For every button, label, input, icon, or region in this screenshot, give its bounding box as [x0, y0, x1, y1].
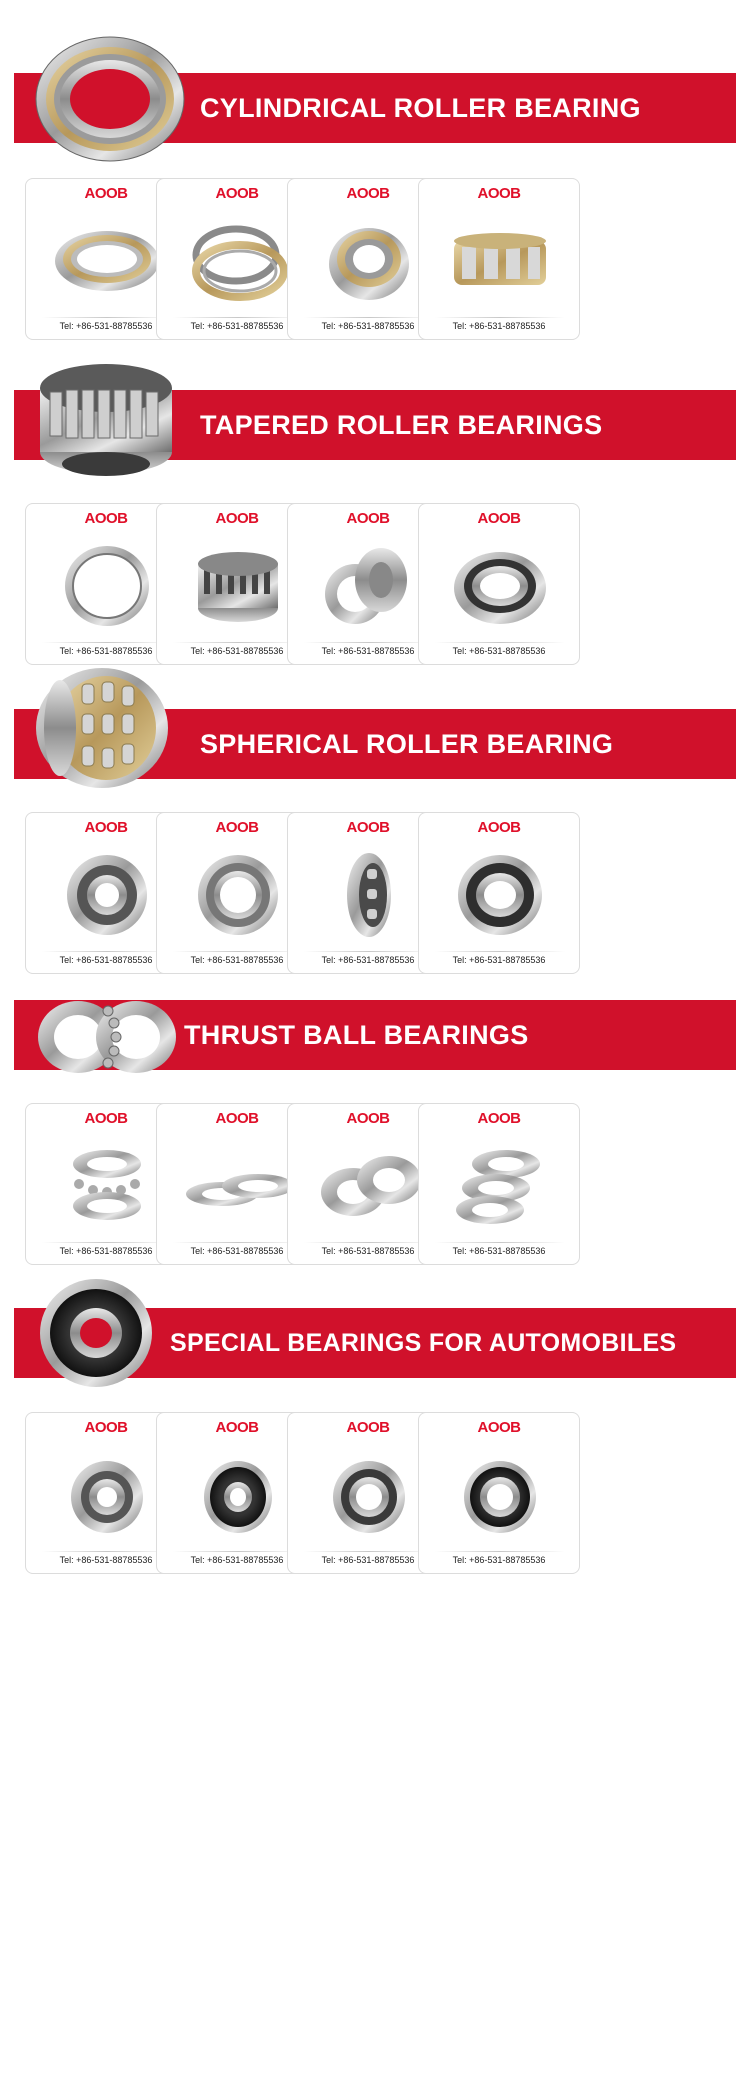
phone-number: Tel: +86-531-88785536 — [452, 1555, 546, 1565]
bearing-image — [440, 209, 560, 309]
brand-logo: AOOB — [215, 510, 259, 527]
divider — [173, 951, 303, 952]
phone-number: Tel: +86-531-88785536 — [321, 321, 415, 331]
divider — [42, 317, 172, 318]
bearing-image — [178, 843, 298, 943]
divider — [304, 1242, 434, 1243]
brand-logo: AOOB — [215, 1419, 259, 1436]
divider — [304, 317, 434, 318]
divider — [435, 951, 565, 952]
section-title: TAPERED ROLLER BEARINGS — [200, 410, 603, 440]
bearing-image — [47, 1443, 167, 1543]
phone-number: Tel: +86-531-88785536 — [452, 955, 546, 965]
divider — [304, 1551, 434, 1552]
product-card[interactable] — [418, 812, 580, 974]
divider — [173, 1551, 303, 1552]
bearing-image — [309, 209, 429, 309]
tapered-bearing-hero-image — [36, 352, 176, 480]
section-title: SPECIAL BEARINGS FOR AUTOMOBILES — [170, 1329, 677, 1357]
brand-logo: AOOB — [477, 1110, 521, 1127]
section-title: THRUST BALL BEARINGS — [184, 1020, 529, 1050]
product-card[interactable] — [418, 178, 580, 340]
divider — [435, 1242, 565, 1243]
brand-logo: AOOB — [215, 819, 259, 836]
bearing-image — [178, 1443, 298, 1543]
phone-number: Tel: +86-531-88785536 — [452, 1246, 546, 1256]
phone-number: Tel: +86-531-88785536 — [59, 646, 153, 656]
brand-logo: AOOB — [346, 1110, 390, 1127]
bearing-image — [440, 1443, 560, 1543]
product-card[interactable] — [418, 1412, 580, 1574]
divider — [435, 1551, 565, 1552]
brand-logo: AOOB — [84, 1419, 128, 1436]
brand-logo: AOOB — [346, 510, 390, 527]
brand-logo: AOOB — [84, 1110, 128, 1127]
brand-logo: AOOB — [84, 185, 128, 202]
phone-number: Tel: +86-531-88785536 — [190, 955, 284, 965]
bearing-image — [440, 534, 560, 634]
bearing-image — [47, 209, 167, 309]
divider — [42, 1242, 172, 1243]
automotive-bearing-hero-image — [36, 1275, 156, 1393]
brand-logo: AOOB — [346, 819, 390, 836]
bearing-image — [47, 1134, 167, 1234]
phone-number: Tel: +86-531-88785536 — [321, 646, 415, 656]
bearing-image — [178, 209, 298, 309]
phone-number: Tel: +86-531-88785536 — [321, 1246, 415, 1256]
brand-logo: AOOB — [477, 510, 521, 527]
brand-logo: AOOB — [477, 1419, 521, 1436]
brand-logo: AOOB — [477, 819, 521, 836]
divider — [42, 642, 172, 643]
section-title: SPHERICAL ROLLER BEARING — [200, 729, 614, 759]
brand-logo: AOOB — [346, 185, 390, 202]
phone-number: Tel: +86-531-88785536 — [59, 955, 153, 965]
divider — [304, 951, 434, 952]
bearing-image — [440, 843, 560, 943]
phone-number: Tel: +86-531-88785536 — [321, 1555, 415, 1565]
brand-logo: AOOB — [215, 185, 259, 202]
phone-number: Tel: +86-531-88785536 — [190, 646, 284, 656]
divider — [173, 317, 303, 318]
product-grid — [0, 503, 750, 667]
divider — [435, 317, 565, 318]
phone-number: Tel: +86-531-88785536 — [452, 646, 546, 656]
bearing-image — [309, 1443, 429, 1543]
brand-logo: AOOB — [215, 1110, 259, 1127]
phone-number: Tel: +86-531-88785536 — [59, 1555, 153, 1565]
product-grid — [0, 1103, 750, 1267]
section-title: CYLINDRICAL ROLLER BEARING — [200, 93, 641, 123]
spherical-bearing-hero-image — [30, 664, 175, 792]
divider — [42, 951, 172, 952]
bearing-image — [309, 534, 429, 634]
product-grid — [0, 812, 750, 976]
bearing-image — [309, 843, 429, 943]
bearing-image — [440, 1134, 560, 1234]
phone-number: Tel: +86-531-88785536 — [190, 321, 284, 331]
product-grid — [0, 1412, 750, 1576]
brand-logo: AOOB — [346, 1419, 390, 1436]
divider — [304, 642, 434, 643]
bearing-image — [47, 534, 167, 634]
bearing-image — [309, 1134, 429, 1234]
phone-number: Tel: +86-531-88785536 — [321, 955, 415, 965]
bearing-image — [47, 843, 167, 943]
divider — [435, 642, 565, 643]
brand-logo: AOOB — [477, 185, 521, 202]
phone-number: Tel: +86-531-88785536 — [59, 321, 153, 331]
brand-logo: AOOB — [84, 510, 128, 527]
cylindrical-bearing-hero-image — [28, 25, 188, 165]
brand-logo: AOOB — [84, 819, 128, 836]
phone-number: Tel: +86-531-88785536 — [59, 1246, 153, 1256]
phone-number: Tel: +86-531-88785536 — [190, 1555, 284, 1565]
bearing-image — [178, 534, 298, 634]
thrust-bearing-hero-image — [30, 995, 180, 1080]
product-grid — [0, 178, 750, 342]
phone-number: Tel: +86-531-88785536 — [452, 321, 546, 331]
product-card[interactable] — [418, 1103, 580, 1265]
divider — [173, 642, 303, 643]
divider — [173, 1242, 303, 1243]
bearing-image — [178, 1134, 298, 1234]
divider — [42, 1551, 172, 1552]
product-card[interactable] — [418, 503, 580, 665]
phone-number: Tel: +86-531-88785536 — [190, 1246, 284, 1256]
